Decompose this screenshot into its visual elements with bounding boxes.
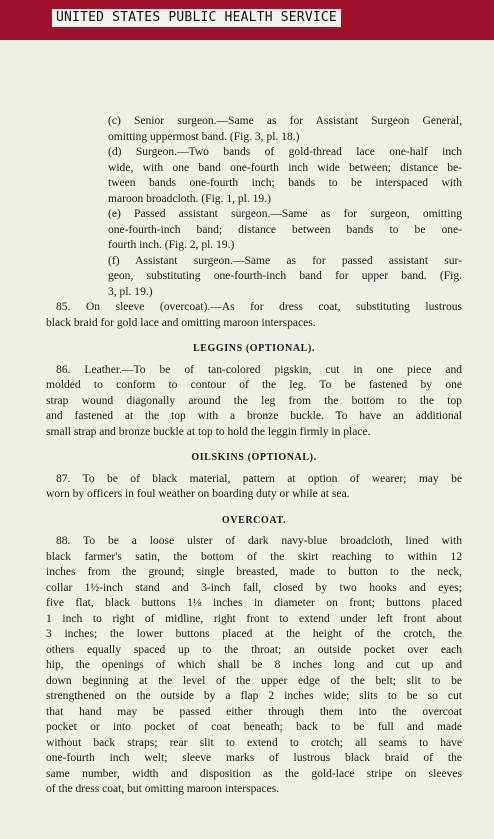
section-heading-oilskins: OILSKINS (OPTIONAL). [191,452,317,463]
text-line: (d) Surgeon.—Two bands of gold-thread lace one-half inch [108,146,462,158]
text-line: 3, pl. 19.) [108,285,153,298]
text-line: 1 inch to right of midline, right front to extend under left front about [46,612,462,625]
text-line: collar 1½-inch stand and 3-inch fall, closed by two hooks and eyes; [46,581,462,594]
text-line: hip, the openings of which shall be 8 inches long and cut up and [46,659,462,671]
section-heading-overcoat: OVERCOAT. [221,514,287,526]
text-line: strengthened on the outside by a flap 2 inches wide; slits to be so cut [46,690,462,702]
text-line: 88. To be a loose ulster of dark navy-blue broadcloth, lined with [56,535,462,547]
text-line: small strap and bronze buckle at top to hold the leggin firmly in place. [46,425,371,438]
text-line: strap wound diagonally around the leg from the bottom to the top [46,394,462,407]
text-line: one-fourth inch welt; sleeve marks of lustrous black braid of the [46,752,462,764]
paragraph-f-assistant-surgeon [46,254,462,301]
text-line: worn by officers in foul weather on boarding duty or while at sea. [46,488,350,500]
paragraph-86 [46,363,462,441]
text-line: maroon broadcloth. (Fig. 1, pl. 19.) [108,192,271,205]
text-line: wide, with one band one-fourth inch wide between; distance be- [108,161,462,174]
text-line: of the dress coat, but omitting maroon interspaces. [46,783,280,795]
text-line: pocket or into pocket of coat beneath; back to be full and made [46,721,462,733]
paragraph-88 [46,534,462,798]
text-line: down beginning at the level of the upper edge of the belt; slit to be [46,674,462,687]
section-heading-leggins: LEGGINS (OPTIONAL). [193,343,315,354]
text-line: inches from the ground; single breasted, made to button to the neck, [46,566,462,578]
text-line: fourth inch. (Fig. 2, pl. 19.) [108,239,235,251]
text-line: five flat, black buttons 1⅛ inches in diameter on front; buttons placed [46,597,462,609]
text-line: 87. To be of black material, pattern at option of wearer; may be [56,472,462,485]
text-line: (e) Passed assistant surgeon.—Same as for surgeon, omitting [108,208,462,220]
text-line: 86. Leather.—To be of tan-colored pigskin, cut in one piece and [56,363,462,376]
text-line: without back straps; rear slit to extend to crotch; all seams to have [46,736,462,749]
text-line: geon, substituting one-fourth-inch band for upper band. (Fig. [108,270,462,282]
banner-label: UNITED STATES PUBLIC HEALTH SERVICE [52,9,341,27]
paragraph-d-surgeon [46,145,462,207]
text-line: tween bands one-fourth inch; bands to be interspaced with [108,177,462,189]
text-line: omitting uppermost band. (Fig. 3, pl. 18.) [108,130,300,143]
header-banner [0,0,494,40]
paragraph-c-senior-surgeon [46,114,462,145]
text-line: (c) Senior surgeon.—Same as for Assistant Surgeon General, [108,115,462,127]
text-line: one-fourth-inch band; distance between bands to be one- [108,223,462,236]
text-line: 85. On sleeve (overcoat).—As for dress coat, substituting lustrous [56,301,462,313]
text-line: (f) Assistant surgeon.—Same as for passed assistant sur- [108,254,462,267]
text-line: that hand may be passed either through them into the overcoat [46,705,462,718]
text-line: same number, width and disposition as the gold-lace stripe on sleeves [46,767,462,780]
document-page [46,114,462,798]
text-line: others equally spaced up to the throat; an outside pocket over each [46,643,462,656]
text-line: black farmer's satin, the bottom of the skirt reaching to within 12 [46,550,462,563]
paragraph-e-passed-assistant-surgeon [46,207,462,254]
text-line: and fastened at the top with a bronze buckle. To have an additional [46,410,462,422]
text-line: molded to conform to contour of the leg. To be fastened by one [46,379,462,391]
text-line: 3 inches; the lower buttons placed at the height of the crotch, the [46,628,462,640]
paragraph-87 [46,472,462,503]
paragraph-85 [46,300,462,331]
text-line: black braid for gold lace and omitting maroon interspaces. [46,316,316,329]
